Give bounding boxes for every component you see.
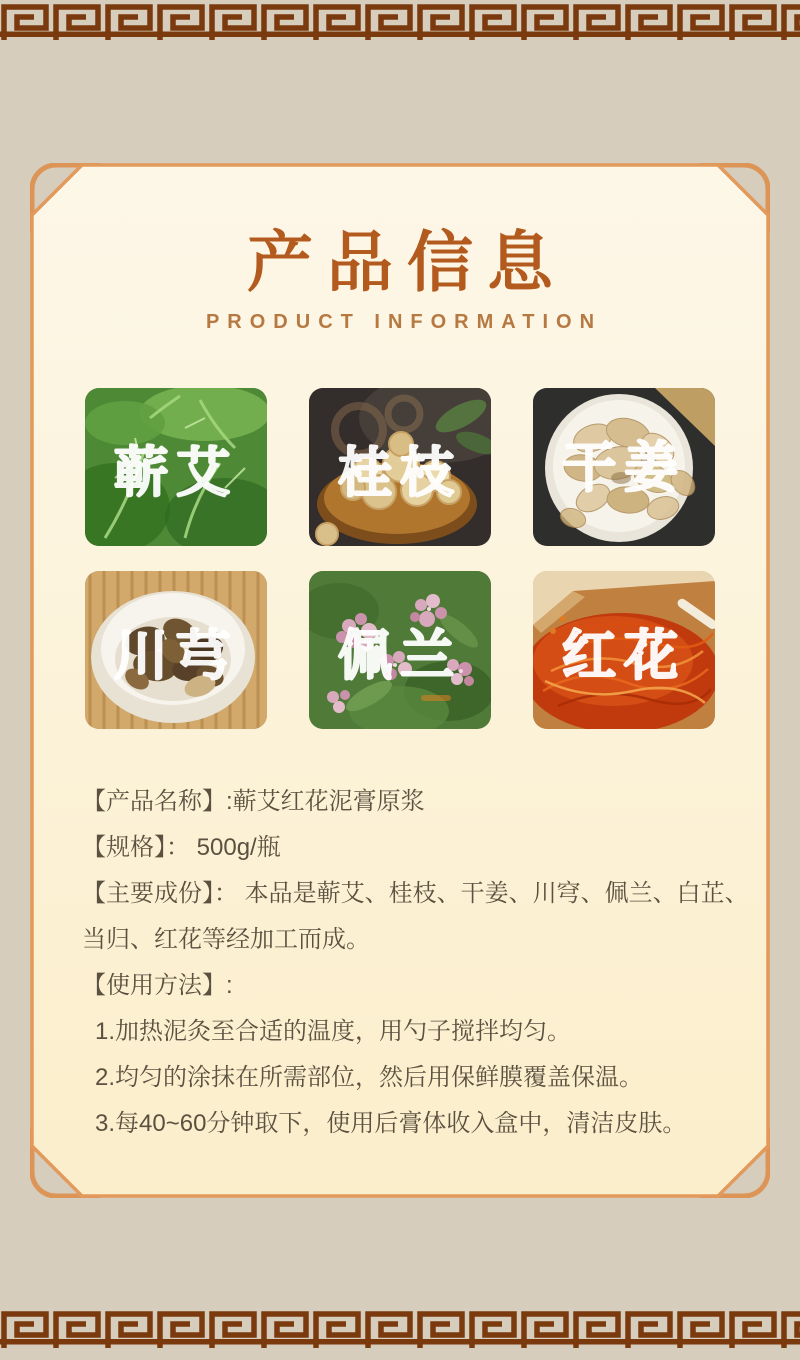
herb-label: 红花 bbox=[562, 626, 686, 686]
meander-border-bottom bbox=[0, 1306, 800, 1348]
info-card bbox=[30, 163, 770, 1198]
herb-grid-row-1 bbox=[85, 388, 715, 546]
meander-border-top bbox=[0, 0, 800, 40]
herb-photo-chuanxiong bbox=[85, 571, 267, 729]
herb-photo-honghua bbox=[533, 571, 715, 729]
herb-grid-row-2 bbox=[85, 571, 715, 729]
usage-step-2: 2.均匀的涂抹在所需部位，然后用保鲜膜覆盖保温。 bbox=[95, 1064, 644, 1091]
card-content bbox=[30, 163, 770, 1264]
product-details bbox=[30, 779, 770, 1147]
product-name-line: 【产品名称】:蕲艾红花泥膏原浆 bbox=[82, 788, 425, 815]
ingredients-line-2: 当归、红花等经加工而成。 bbox=[82, 926, 370, 953]
herb-photo-ganjiang bbox=[533, 388, 715, 546]
herb-photo-peilan bbox=[309, 571, 491, 729]
herb-label: 佩兰 bbox=[338, 626, 462, 686]
herb-label: 川芎 bbox=[114, 626, 238, 686]
usage-step-1: 1.加热泥灸至合适的温度，用勺子搅拌均匀。 bbox=[95, 1018, 572, 1045]
photo-watermark bbox=[421, 695, 451, 701]
ingredients-line-1: 【主要成份】： 本品是蕲艾、桂枝、干姜、川穹、佩兰、白芷、 bbox=[82, 880, 749, 907]
spec-line: 【规格】： 500g/瓶 bbox=[82, 834, 281, 861]
herb-photo-qiai bbox=[85, 388, 267, 546]
usage-step-3: 3.每40~60分钟取下，使用后膏体收入盒中，清洁皮肤。 bbox=[95, 1110, 687, 1137]
usage-title-line: 【使用方法】: bbox=[82, 972, 233, 999]
herb-photo-grid bbox=[30, 388, 770, 729]
herb-photo-guizhi bbox=[309, 388, 491, 546]
herb-label: 干姜 bbox=[562, 438, 686, 498]
page-subtitle: PRODUCT INFORMATION bbox=[205, 311, 603, 333]
herb-label: 蕲艾 bbox=[114, 443, 238, 503]
page-title: 产品信息 bbox=[247, 225, 567, 299]
herb-label: 桂枝 bbox=[338, 443, 462, 503]
